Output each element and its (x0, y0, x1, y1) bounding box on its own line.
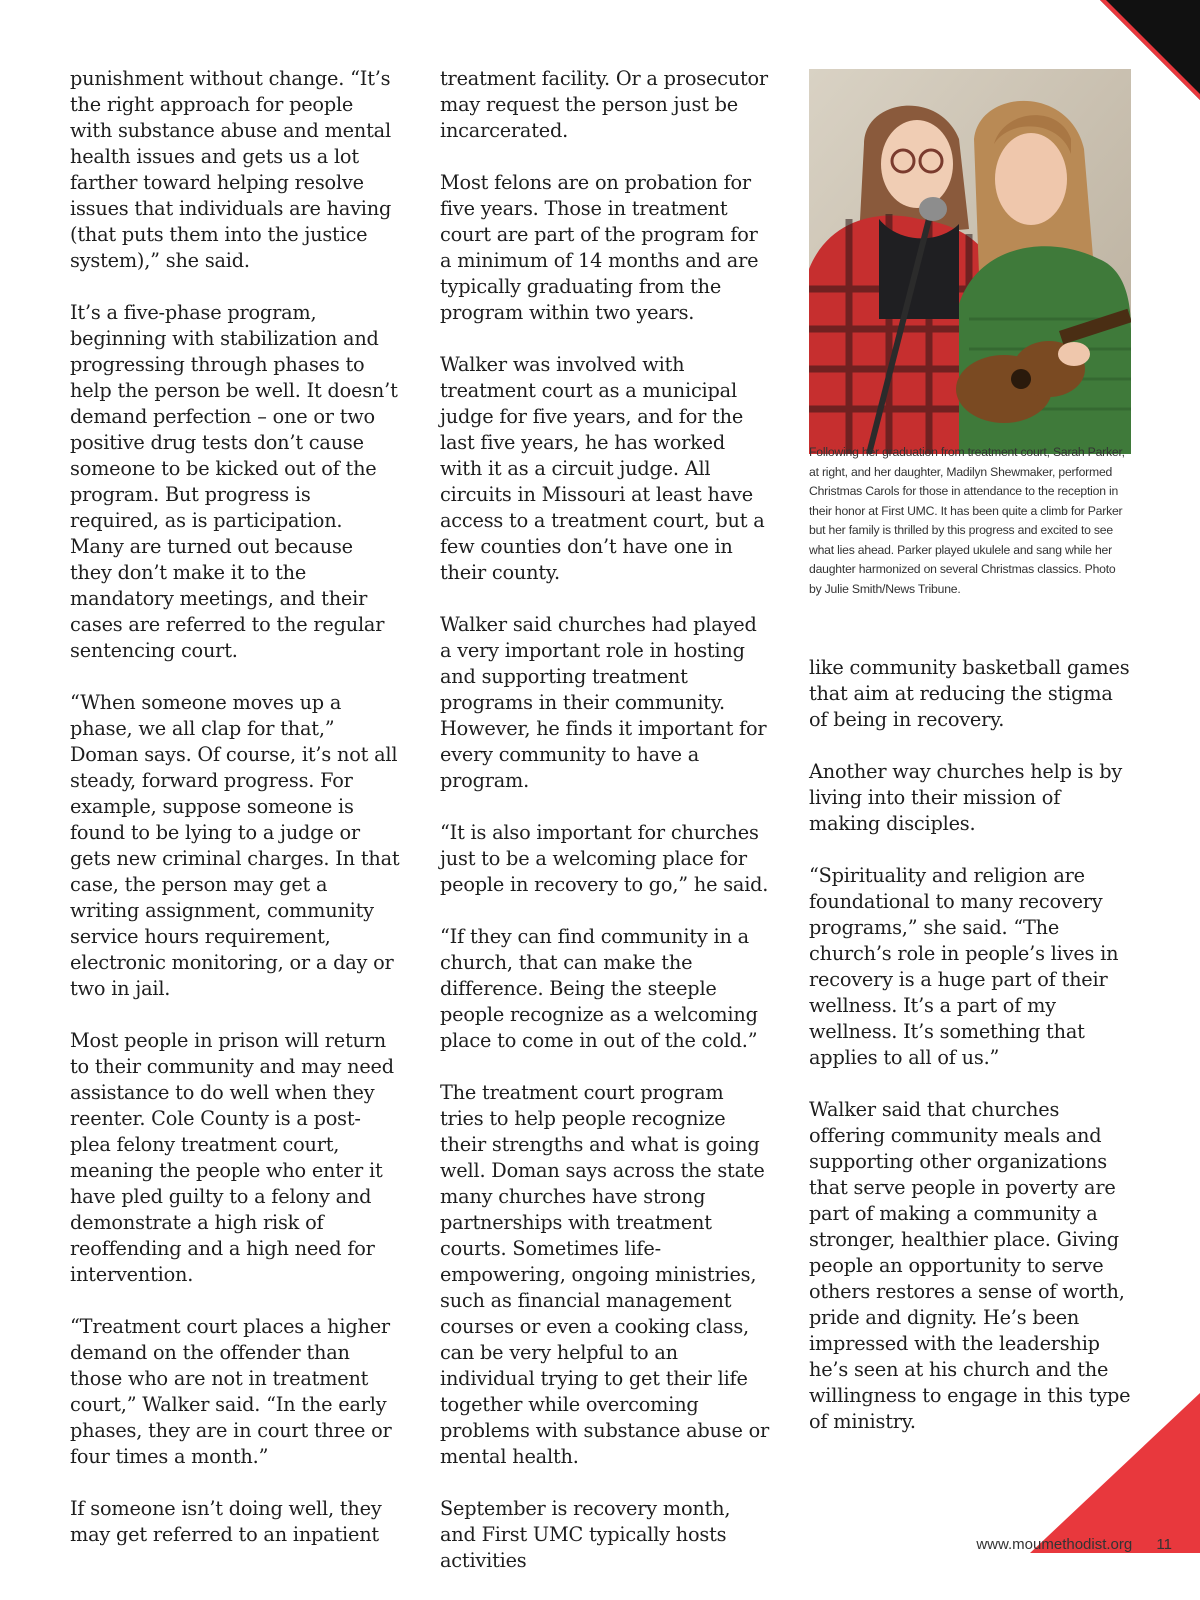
paragraph: “When someone moves up a phase, we all clap for that,” Doman says. Of course, it’s not all steady, forward progress. For example, suppose someone is found to be lying to a judge or gets new criminal charges. In that case, the person may get a writing assignment, community service hours requirement, electronic monitoring, or a day or two in jail. (70, 691, 400, 1000)
paragraph: If someone isn’t doing well, they may get referred to an inpatient (70, 1497, 382, 1546)
photo-caption: Following her graduation from treatment court, Sarah Parker, at right, and her daughter, Madilyn Shewmaker, performed Christmas Carols for those in attendance to the reception in their honor at First UMC. It has been quite a climb for Parker but her family is thrilled by this progress and excited to see what lies ahead. Parker played ukulele and sang while her daughter harmonized on several Christmas classics. Photo by Julie Smith/News Tribune. (809, 445, 1125, 596)
paragraph: Walker was involved with treatment court as a municipal judge for five years, and for the last five years, he has worked with it as a circuit judge. All circuits in Missouri at least have access to a treatment court, but a few counties don’t have one in their county. (440, 353, 765, 584)
photo-illustration (809, 69, 1131, 454)
paragraph: treatment facility. Or a prosecutor may request the person just be incarcerated. (440, 67, 768, 142)
page-footer (976, 1536, 1172, 1553)
article-column-2 (440, 66, 770, 1600)
paragraph: “If they can find community in a church, that can make the difference. Being the steeple people recognize as a welcoming place to come in out of the cold.” (440, 925, 758, 1052)
article-column-1 (70, 66, 400, 1574)
paragraph: Most people in prison will return to their community and may need assistance to do well when they reenter. Cole County is a post-plea felony treatment court, meaning the people who enter it have pled guilty to a felony and demonstrate a high risk of reoffending and a high need for intervention. (70, 1029, 394, 1286)
paragraph: “It is also important for churches just to be a welcoming place for people in recovery to go,” he said. (440, 821, 769, 896)
paragraph: The treatment court program tries to help people recognize their strengths and what is going well. Doman says across the state many churches have strong partnerships with treatment courts. Sometimes life-empowering, ongoing ministries, such as financial management courses or even a cooking class, can be very helpful to an individual trying to get their life together while overcoming problems with substance abuse or mental health. (440, 1081, 770, 1468)
paragraph: Walker said churches had played a very important role in hosting and supporting treatment programs in their community. However, he finds it important for every community to have a program. (440, 613, 767, 792)
article-column-3 (809, 655, 1134, 1461)
paragraph: “Spirituality and religion are foundational to many recovery programs,” she said. “The church’s role in people’s lives in recovery is a huge part of their wellness. It’s a part of my wellness. It’s something that applies to all of us.” (809, 864, 1119, 1069)
paragraph: It’s a five-phase program, beginning with stabilization and progressing through phases to help the person be well. It doesn’t demand perfection – one or two positive drug tests don’t cause someone to be kicked out of the program. But progress is required, as is participation. Many are turned out because they don’t make it to the mandatory meetings, and their cases are referred to the regular sentencing court. (70, 301, 398, 662)
page-number: 11 (1156, 1536, 1172, 1553)
paragraph: punishment without change. “It’s the right approach for people with substance abuse and mental health issues and gets us a lot farther toward helping resolve issues that individuals are having (that puts them into the justice system),” she said. (70, 67, 392, 272)
paragraph: Walker said that churches offering community meals and supporting other organizations that serve people in poverty are part of making a community a stronger, healthier place. Giving people an opportunity to serve others restores a sense of worth, pride and dignity. He’s been impressed with the leadership he’s seen at his church and the willingness to engage in this type of ministry. (809, 1098, 1131, 1433)
website-link[interactable]: www.moumethodist.org (976, 1536, 1133, 1553)
paragraph: September is recovery month, and First UMC typically hosts activities (440, 1497, 731, 1572)
paragraph: Another way churches help is by living into their mission of making disciples. (809, 760, 1123, 835)
paragraph: “Treatment court places a higher demand on the offender than those who are not in treatment court,” Walker said. “In the early phases, they are in court three or four times a month.” (70, 1315, 392, 1468)
paragraph: Most felons are on probation for five years. Those in treatment court are part of the program for a minimum of 14 months and are typically graduating from the program within two years. (440, 171, 759, 324)
performance-photo (809, 69, 1131, 454)
paragraph: like community basketball games that aim at reducing the stigma of being in recovery. (809, 656, 1130, 731)
